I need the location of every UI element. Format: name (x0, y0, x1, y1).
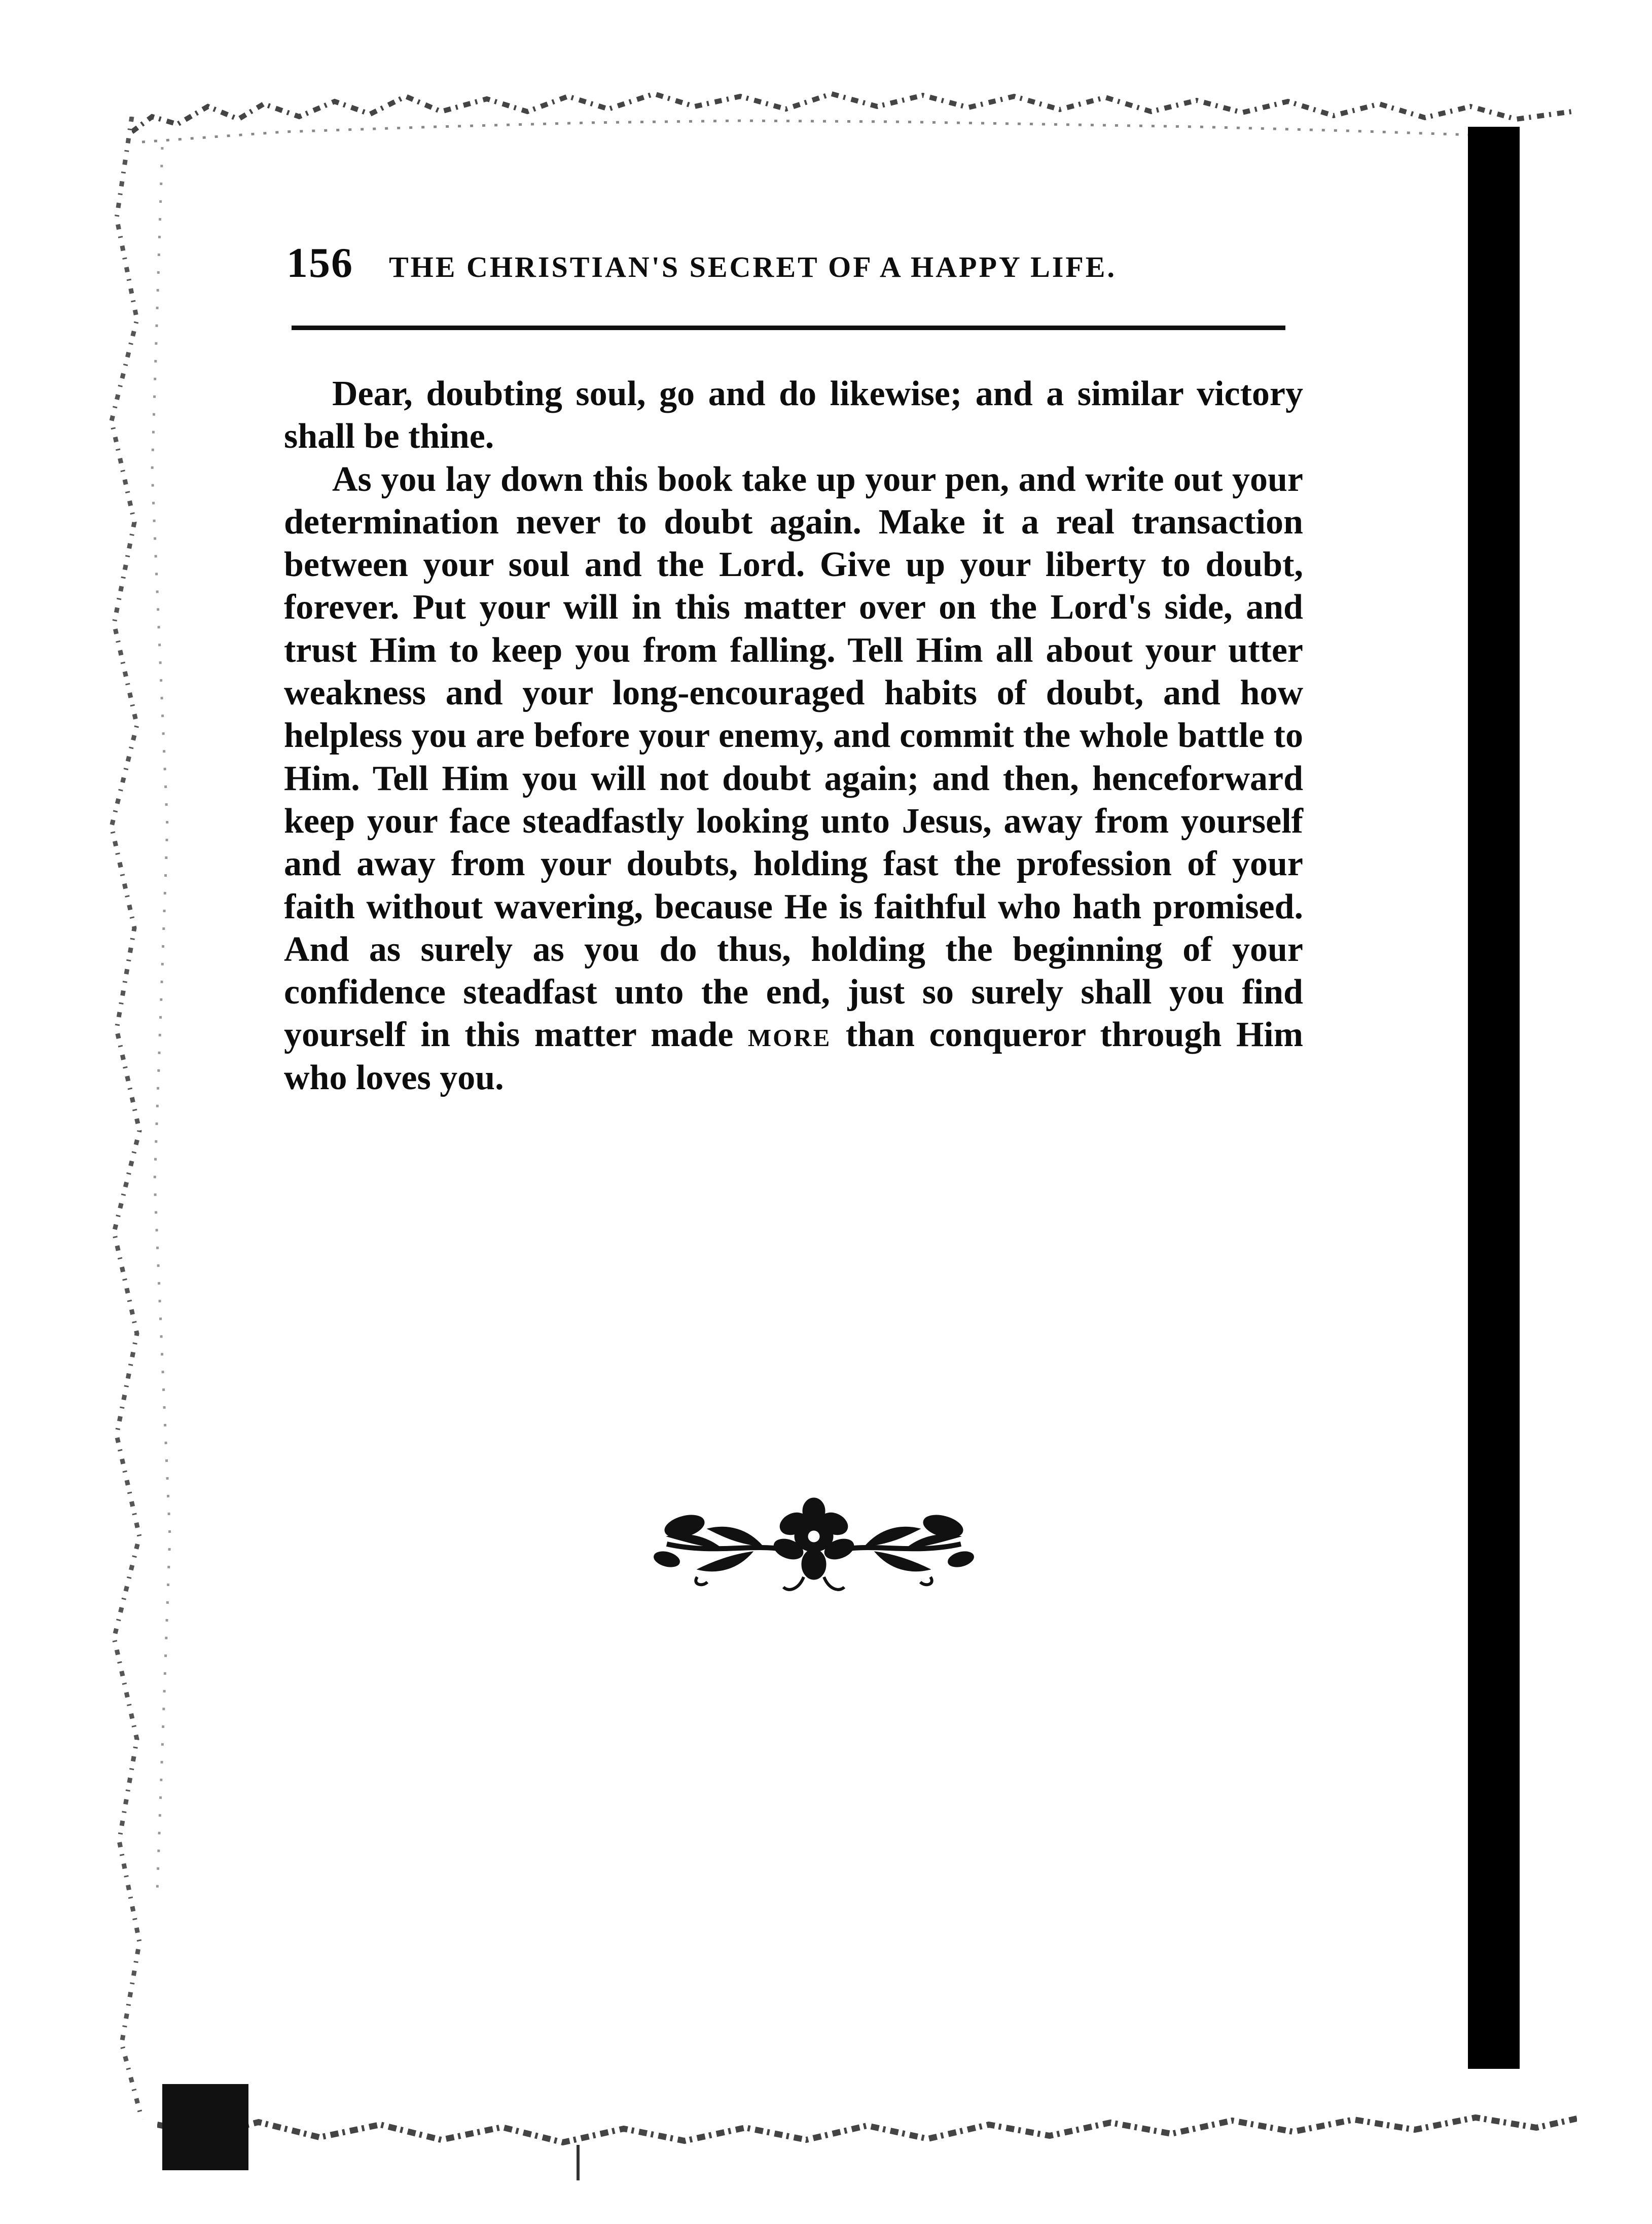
paragraph-text: than conqueror through Him who loves you. (284, 1015, 1304, 1097)
scan-corner-mark (162, 2084, 248, 2170)
scan-dark-edge (1468, 127, 1520, 2069)
header-rule (292, 326, 1285, 330)
emphasis-word: more (747, 1015, 832, 1055)
scan-edge-bottom (157, 2069, 1577, 2185)
paragraph: Dear, doubting soul, go and do likewise; and a similar victory shall be thine. (284, 374, 1303, 456)
floral-tailpiece-icon (636, 1488, 991, 1600)
scan-edge-left (96, 117, 228, 2120)
body-text (284, 373, 1303, 1099)
paragraph-text: As you lay down this book take up your pen, and write out your determination never to doubt again. Make it a real transaction between your soul and the Lord. Give up your liberty to doubt, forever. Put your will in this matter over on the Lord's side, and trust Him to keep you from falling. Tell Him all about your utter weakness and your long-encouraged habits of doubt, and how helpless you are before your enemy, and commit the whole battle to Him. Tell Him you will not doubt again; and then, henceforward keep your face steadfastly looking unto Jesus, away from yourself and away from your doubts, holding fast the profession of your faith without wavering, because He is faithful who hath promised. And as surely as you do thus, holding the beginning of your confidence steadfast unto the end, just so surely shall you find yourself in this matter made (284, 459, 1303, 1055)
page-number: 156 (286, 239, 353, 286)
running-title: THE CHRISTIAN'S SECRET OF A HAPPY LIFE. (389, 250, 1117, 283)
page-header (286, 238, 1290, 294)
scan-edge-top (132, 76, 1572, 152)
paragraph (284, 458, 1303, 1099)
